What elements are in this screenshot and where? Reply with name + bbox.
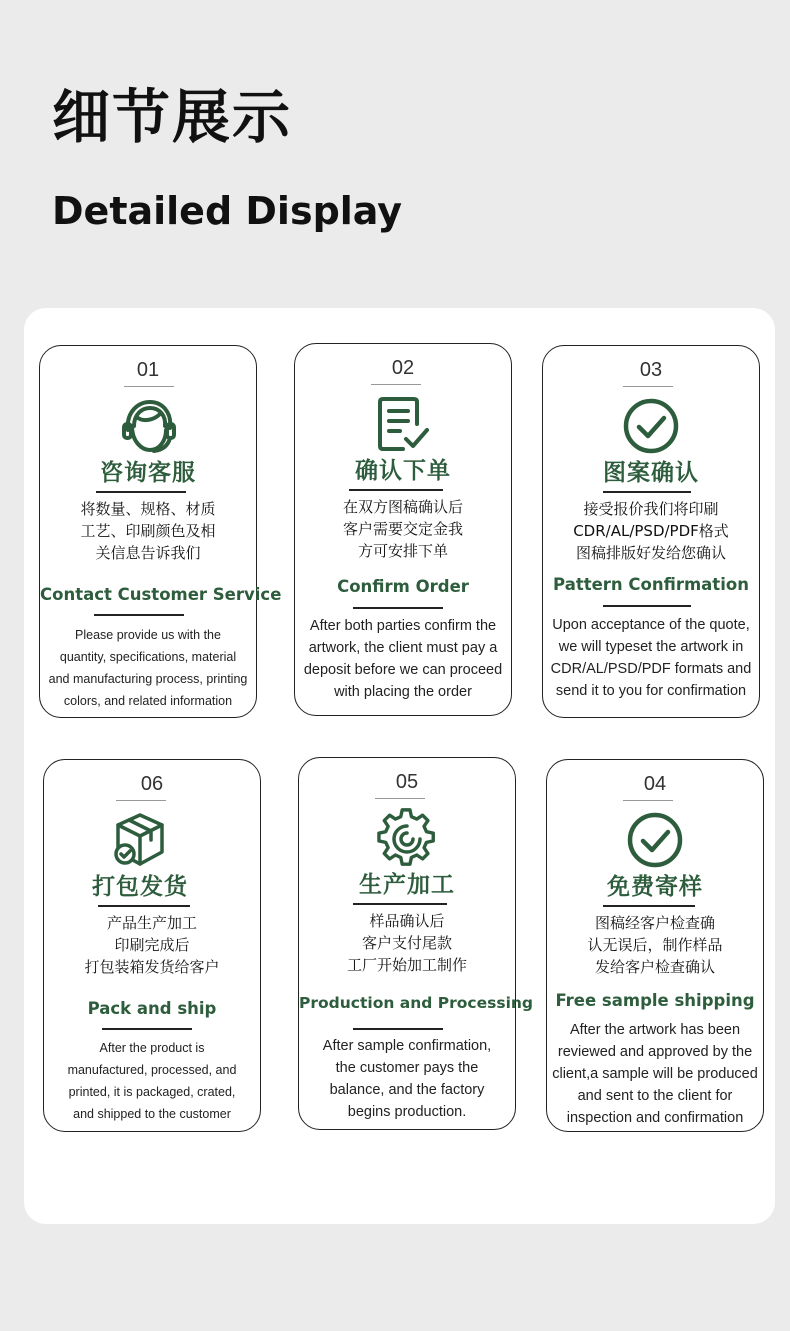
desc-line: Please provide us with the	[75, 628, 221, 642]
step-card-05	[298, 757, 534, 1130]
desc-line: After both parties confirm the	[309, 618, 497, 634]
divider	[603, 605, 691, 607]
step-title-cn: 打包发货	[92, 874, 188, 900]
desc-line: 认无误后，制作样品	[587, 936, 723, 954]
desc-line: inspection and confirmation	[566, 1110, 744, 1126]
desc-line: balance, and the factory	[329, 1082, 485, 1098]
step-title-cn: 免费寄样	[607, 874, 703, 900]
step-title-en: Pack and ship	[87, 999, 217, 1018]
desc-line: 关信息告诉我们	[95, 544, 201, 562]
step-card-06	[43, 759, 261, 1132]
divider	[603, 905, 695, 907]
step-number: 04	[643, 773, 667, 795]
page-title-cn: 细节展示	[52, 83, 293, 151]
divider	[353, 903, 447, 905]
customer-service-headset-icon	[118, 396, 178, 456]
step-card-02	[294, 343, 512, 716]
desc-line: After the artwork has been	[569, 1022, 741, 1038]
desc-line: 方可安排下单	[357, 542, 448, 560]
desc-line: CDR/AL/PSD/PDF格式	[573, 522, 729, 540]
step-desc-en	[298, 615, 508, 703]
desc-line: and sent to the client for	[577, 1088, 733, 1104]
desc-line: manufactured, processed, and	[67, 1063, 237, 1077]
desc-line: deposit before we can proceed	[303, 662, 503, 678]
desc-line: printed, it is packaged, crated,	[68, 1085, 236, 1099]
divider	[94, 614, 184, 616]
step-title-en: Contact Customer Service	[40, 585, 282, 604]
divider	[623, 386, 673, 387]
divider	[102, 1028, 192, 1030]
step-desc-en	[47, 1037, 257, 1125]
desc-line: 将数量、规格、材质	[80, 500, 216, 518]
step-number: 01	[136, 359, 160, 381]
desc-line: client,a sample will be produced	[552, 1066, 758, 1082]
step-title-cn: 咨询客服	[100, 460, 196, 486]
step-desc-cn	[549, 498, 753, 564]
desc-line: 客户需要交定金我	[342, 520, 463, 538]
step-desc-en	[302, 1035, 512, 1123]
step-desc-cn	[301, 496, 505, 562]
desc-line: 图稿排版好发给您确认	[575, 544, 726, 562]
desc-line: send it to you for confirmation	[555, 683, 747, 699]
step-desc-cn	[50, 912, 254, 978]
desc-line: artwork, the client must pay a	[308, 640, 498, 656]
desc-line: reviewed and approved by the	[557, 1044, 753, 1060]
divider	[116, 800, 166, 801]
page-title-en: Detailed Display	[52, 189, 403, 233]
desc-line: 客户支付尾款	[361, 934, 452, 952]
step-title-en: Production and Processing	[299, 994, 534, 1012]
step-number: 05	[395, 771, 419, 793]
divider	[375, 798, 425, 799]
divider	[623, 800, 673, 801]
divider	[124, 386, 174, 387]
step-title-en: Free sample shipping	[555, 991, 755, 1010]
desc-line: 打包装箱发货给客户	[84, 958, 220, 976]
document-check-icon	[373, 394, 433, 454]
desc-line: After the product is	[99, 1041, 205, 1055]
steps-panel	[24, 308, 775, 1224]
divider	[353, 607, 443, 609]
step-title-cn: 图案确认	[603, 460, 699, 486]
desc-line: 样品确认后	[369, 912, 445, 930]
desc-line: and shipped to the customer	[73, 1107, 231, 1121]
desc-line: quantity, specifications, material	[59, 650, 237, 664]
step-desc-cn	[305, 910, 509, 976]
desc-line: the customer pays the	[335, 1060, 479, 1076]
desc-line: After sample confirmation,	[322, 1038, 492, 1054]
desc-line: 产品生产加工	[106, 914, 197, 932]
divider	[96, 491, 186, 493]
desc-line: 图稿经客户检查确	[594, 914, 715, 932]
step-card-04	[546, 759, 764, 1132]
step-title-en: Pattern Confirmation	[553, 575, 749, 594]
desc-line: colors, and related information	[63, 694, 233, 708]
step-desc-en	[43, 624, 253, 712]
desc-line: 接受报价我们将印刷	[583, 500, 719, 518]
desc-line: with placing the order	[334, 684, 472, 700]
step-card-01	[39, 345, 282, 718]
desc-line: 发给客户检查确认	[594, 958, 715, 976]
step-card-03	[542, 345, 760, 718]
gear-icon	[377, 808, 437, 868]
step-title-cn: 生产加工	[359, 872, 455, 898]
desc-line: 工厂开始加工制作	[346, 956, 467, 974]
step-number: 03	[639, 359, 663, 381]
step-desc-en	[546, 614, 756, 702]
circle-check-icon	[625, 810, 685, 870]
desc-line: 在双方图稿确认后	[342, 498, 463, 516]
divider	[349, 489, 443, 491]
step-desc-cn	[553, 912, 757, 978]
divider	[353, 1028, 443, 1030]
desc-line: CDR/AL/PSD/PDF formats and	[550, 661, 752, 677]
divider	[603, 491, 691, 493]
step-title-cn: 确认下单	[355, 458, 451, 484]
desc-line: Upon acceptance of the quote,	[552, 617, 750, 633]
step-number: 02	[391, 357, 415, 379]
desc-line: and manufacturing process, printing	[48, 672, 248, 686]
desc-line: 印刷完成后	[114, 936, 190, 954]
step-number: 06	[140, 773, 164, 795]
circle-check-icon	[621, 396, 681, 456]
step-desc-cn	[46, 498, 250, 564]
step-desc-en	[550, 1019, 760, 1129]
step-title-en: Confirm Order	[337, 577, 469, 596]
desc-line: begins production.	[347, 1104, 467, 1120]
desc-line: we will typeset the artwork in	[558, 639, 744, 655]
divider	[371, 384, 421, 385]
desc-line: 工艺、印刷颜色及相	[80, 522, 216, 540]
package-box-icon	[110, 810, 170, 870]
divider	[98, 905, 190, 907]
